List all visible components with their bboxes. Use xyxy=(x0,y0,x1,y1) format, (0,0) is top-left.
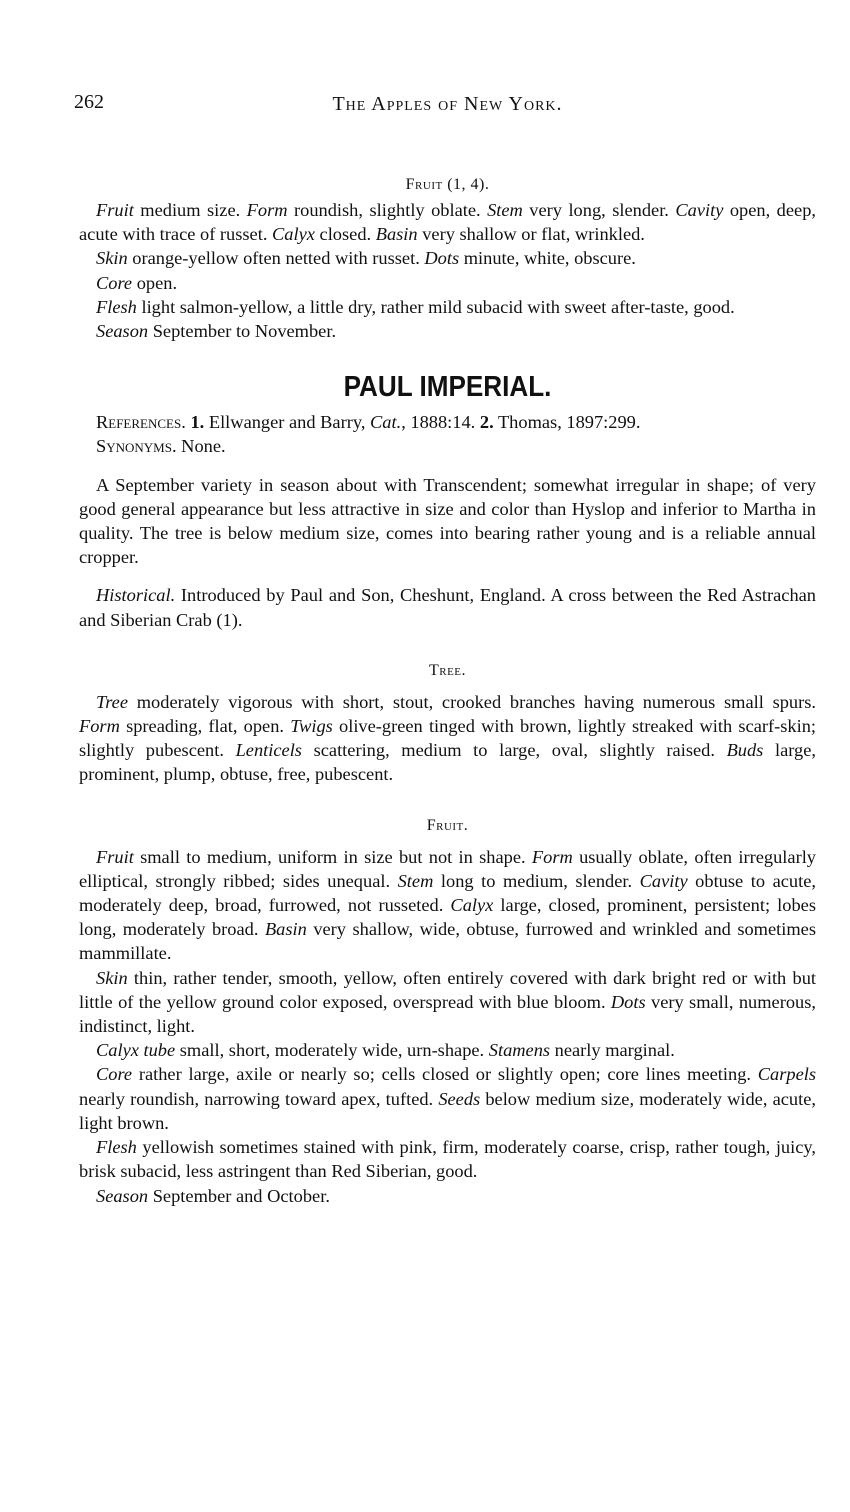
text-run: very shallow or flat, wrinkled. xyxy=(417,224,645,245)
paragraph xyxy=(79,410,816,434)
paragraph xyxy=(79,845,816,966)
tree-heading: Tree. xyxy=(428,661,467,679)
italic-label: Basin xyxy=(264,919,307,940)
text-run: small, short, moderately wide, urn-shape. xyxy=(175,1040,489,1061)
historical-section xyxy=(79,583,816,631)
italic-label: Season xyxy=(96,1185,149,1206)
text-run: scattering, medium to large, oval, slightly raised. xyxy=(301,740,727,761)
text-run: long to medium, slender. xyxy=(433,870,640,891)
italic-label: Cavity xyxy=(639,870,688,891)
text-run: olive-green tinged with brown, lightly streaked with scarf-skin; slightly pubescent. xyxy=(79,716,816,761)
text-run: Thomas, 1897:299. xyxy=(493,412,641,433)
italic-label: Stamens xyxy=(488,1040,551,1061)
italic-label: Form xyxy=(79,716,120,737)
italic-label: Flesh xyxy=(96,1137,137,1158)
text-run: usually oblate, often irregularly elliptical, strongly ribbed; sides unequal. xyxy=(79,846,817,891)
paragraph xyxy=(79,434,816,458)
text-run: rather large, axile or nearly so; cells closed or slightly open; core lines meeting. xyxy=(132,1064,758,1085)
italic-label: Calyx tube xyxy=(96,1040,176,1061)
text-run: closed. xyxy=(314,224,376,245)
text-run: very small, numerous, indistinct, light. xyxy=(79,991,816,1037)
text-run: Introduced by Paul and Son, Cheshunt, England. A cross between the Red Astrachan and Siberian Crab (1). xyxy=(79,585,816,630)
small-caps-label: References. xyxy=(96,412,186,433)
text-run: None. xyxy=(176,436,226,457)
italic-label: Form xyxy=(531,846,573,867)
prev-fruit-section xyxy=(79,198,816,343)
text-run: very shallow, wide, obtuse, furrowed and wrinkled and sometimes mammillate. xyxy=(79,919,816,964)
page-number: 262 xyxy=(74,91,104,113)
paragraph xyxy=(79,1038,816,1062)
text-run: small to medium, uniform in size but not in shape. xyxy=(133,846,532,867)
paragraph xyxy=(79,1062,816,1135)
paragraph xyxy=(79,295,816,319)
text-run: orange-yellow often netted with russet. xyxy=(127,248,425,269)
italic-label: Lenticels xyxy=(235,740,302,761)
italic-label: Fruit xyxy=(96,200,134,220)
italic-label: Basin xyxy=(375,224,418,245)
variety-title: PAUL IMPERIAL. xyxy=(343,371,552,404)
paragraph xyxy=(79,1184,816,1208)
text-run: spreading, flat, open. xyxy=(119,716,291,737)
text-run: September to November. xyxy=(148,321,337,342)
italic-label: Tree xyxy=(96,691,129,712)
paragraph xyxy=(79,271,816,295)
italic-label: Core xyxy=(96,272,133,293)
text-run: moderately vigorous with short, stout, crooked branches having numerous small spurs. xyxy=(128,691,816,712)
book-page xyxy=(74,88,817,1208)
text-run: , 1888:14. xyxy=(401,412,480,433)
paragraph xyxy=(79,583,816,631)
text-run: minute, white, obscure. xyxy=(459,248,636,269)
tree-section xyxy=(79,690,816,787)
paragraph xyxy=(79,966,816,1039)
text-run: open. xyxy=(132,272,178,293)
italic-label: Historical. xyxy=(96,585,176,606)
italic-label: Cat. xyxy=(370,412,402,433)
text-run: 2. xyxy=(479,412,494,433)
italic-label: Skin xyxy=(96,967,128,988)
text-run: open, deep, acute with trace of russet. xyxy=(79,200,816,245)
text-run: nearly marginal. xyxy=(550,1040,675,1061)
page-header xyxy=(74,88,816,128)
italic-label: Dots xyxy=(610,991,646,1012)
italic-label: Fruit xyxy=(96,846,134,867)
references-section xyxy=(79,410,816,458)
text-run: light salmon-yellow, a little dry, rather mild subacid with sweet after-taste, good. xyxy=(136,296,735,317)
text-run: large, prominent, plump, obtuse, free, pubescent. xyxy=(79,740,816,785)
text-run: yellowish sometimes stained with pink, firm, moderately coarse, crisp, rather tough, juicy, brisk subacid, less astringent than Red Siberian, good. xyxy=(79,1137,816,1182)
text-run: A September variety in season about with Transcendent; somewhat irregular in shape; of very good general appearance but less attractive in size and color than Hyslop and inferior to Martha in quality. The tree is below medium size, comes into bearing rather young and is a reliable annual cropper. xyxy=(79,474,816,568)
italic-label: Form xyxy=(246,200,288,220)
text-run: 1. xyxy=(190,412,205,433)
text-run: thin, rather tender, smooth, yellow, often entirely covered with dark bright red or with but little of the yellow ground color exposed, overspread with blue bloom. xyxy=(79,967,816,1012)
italic-label: Skin xyxy=(96,248,128,269)
small-caps-label: Synonyms. xyxy=(96,436,177,457)
italic-label: Stem xyxy=(487,200,523,220)
italic-label: Season xyxy=(96,321,149,342)
italic-label: Buds xyxy=(726,740,764,761)
text-run: roundish, slightly oblate. xyxy=(287,200,488,220)
text-run: September and October. xyxy=(148,1185,330,1206)
intro-section xyxy=(79,473,816,570)
paragraph xyxy=(79,246,816,270)
text-run: medium size. xyxy=(133,200,247,220)
paragraph xyxy=(79,198,816,246)
fruit-section xyxy=(79,845,816,1208)
text-run: nearly roundish, narrowing toward apex, tufted. xyxy=(79,1088,439,1109)
prev-fruit-heading: Fruit (1, 4). xyxy=(405,176,490,193)
running-title: The Apples of New York. xyxy=(332,93,563,115)
italic-label: Twigs xyxy=(290,716,333,737)
text-run: very long, slender. xyxy=(522,200,676,220)
italic-label: Dots xyxy=(424,248,460,269)
text-run: below medium size, moderately wide, acute, light brown. xyxy=(79,1088,816,1133)
italic-label: Calyx xyxy=(272,224,315,245)
paragraph xyxy=(79,1135,816,1183)
italic-label: Cavity xyxy=(675,200,724,220)
text-run: obtuse to acute, moderately deep, broad, furrowed, not russeted. xyxy=(79,870,816,916)
fruit-heading: Fruit. xyxy=(426,816,469,834)
paragraph xyxy=(79,690,816,787)
text-run: Ellwanger and Barry, xyxy=(204,412,371,433)
italic-label: Carpels xyxy=(757,1064,816,1085)
italic-label: Calyx xyxy=(450,895,494,916)
paragraph xyxy=(79,319,816,343)
italic-label: Seeds xyxy=(438,1088,481,1109)
italic-label: Flesh xyxy=(96,296,137,317)
text-run: large, closed, prominent, persistent; lobes long, moderately broad. xyxy=(79,895,816,940)
italic-label: Stem xyxy=(397,870,434,891)
italic-label: Core xyxy=(96,1064,133,1085)
paragraph xyxy=(79,473,816,570)
